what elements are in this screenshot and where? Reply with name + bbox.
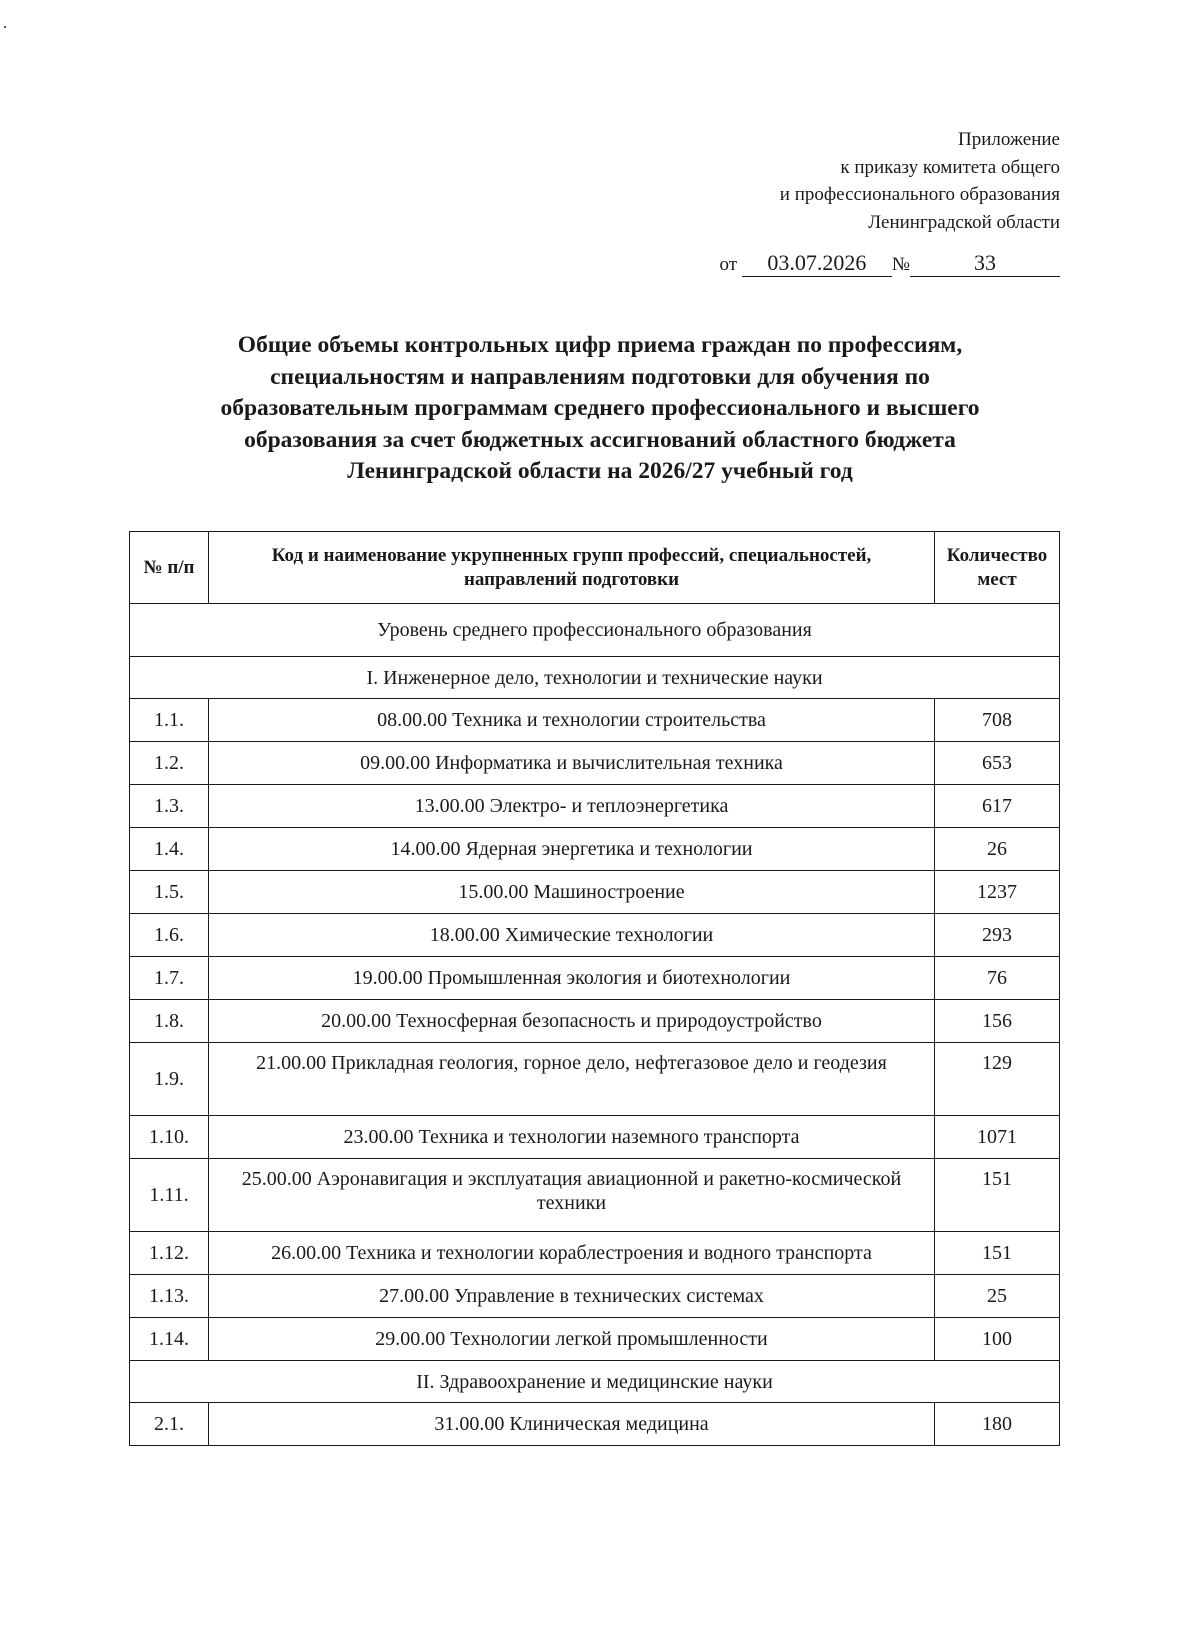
row-number: 1.1. xyxy=(130,699,209,742)
order-number-label: № xyxy=(891,254,910,275)
table-row xyxy=(130,957,1060,1000)
row-name: 18.00.00 Химические технологии xyxy=(209,914,935,957)
row-number: 1.7. xyxy=(130,957,209,1000)
table-row xyxy=(130,828,1060,871)
row-number: 1.5. xyxy=(130,871,209,914)
appendix-line: к приказу комитета общего xyxy=(840,156,1060,178)
table-header-row xyxy=(130,532,1060,604)
appendix-line: Приложение xyxy=(958,129,1060,150)
level-title: Уровень среднего профессионального образования xyxy=(130,604,1060,657)
appendix-line: и профессионального образования xyxy=(779,184,1060,205)
row-quantity: 76 xyxy=(935,957,1060,1000)
table-row xyxy=(130,1000,1060,1043)
row-number: 1.2. xyxy=(130,742,209,785)
row-quantity: 1071 xyxy=(935,1116,1060,1159)
level-row xyxy=(130,604,1060,657)
table-row xyxy=(130,1275,1060,1318)
title-line: Общие объемы контрольных цифр приема граждан по профессиям, xyxy=(237,332,963,358)
row-quantity: 653 xyxy=(935,742,1060,785)
appendix-header xyxy=(780,126,1060,236)
table-row xyxy=(130,1043,1060,1116)
row-number: 1.12. xyxy=(130,1232,209,1275)
row-name: 21.00.00 Прикладная геология, горное дело, нефтегазовое дело и геодезия xyxy=(209,1043,935,1116)
row-name: 09.00.00 Информатика и вычислительная техника xyxy=(209,742,935,785)
order-date: 03.07.2026 xyxy=(742,250,892,277)
group-title: I. Инженерное дело, технологии и технические науки xyxy=(130,657,1060,699)
table-row xyxy=(130,785,1060,828)
table-row xyxy=(130,914,1060,957)
title-line: специальностям и направлениям подготовки для обучения по xyxy=(270,363,930,390)
title-line: образования за счет бюджетных ассигнований областного бюджета xyxy=(244,426,956,453)
row-number: 1.3. xyxy=(130,785,209,828)
table-row xyxy=(130,871,1060,914)
scan-mark xyxy=(4,26,6,28)
row-number: 1.10. xyxy=(130,1116,209,1159)
row-number: 1.11. xyxy=(130,1159,209,1232)
table-row xyxy=(130,1159,1060,1232)
row-name: 27.00.00 Управление в технических системах xyxy=(209,1275,935,1318)
row-quantity: 25 xyxy=(935,1275,1060,1318)
group-row xyxy=(130,1361,1060,1403)
title-line: Ленинградской области на 2026/27 учебный год xyxy=(347,458,853,484)
appendix-line: Ленинградской области xyxy=(868,211,1060,233)
table-row xyxy=(130,1403,1060,1446)
row-quantity: 129 xyxy=(935,1043,1060,1116)
row-quantity: 151 xyxy=(935,1159,1060,1232)
header-quantity: Количество мест xyxy=(935,532,1060,604)
row-name: 13.00.00 Электро- и теплоэнергетика xyxy=(209,785,935,828)
row-quantity: 100 xyxy=(935,1318,1060,1361)
row-number: 2.1. xyxy=(130,1403,209,1446)
row-number: 1.14. xyxy=(130,1318,209,1361)
header-name: Код и наименование укрупненных групп профессий, специальностей, направлений подготовки xyxy=(209,532,935,604)
row-quantity: 293 xyxy=(935,914,1060,957)
row-number: 1.4. xyxy=(130,828,209,871)
table-row xyxy=(130,699,1060,742)
table-row xyxy=(130,1116,1060,1159)
row-name: 14.00.00 Ядерная энергетика и технологии xyxy=(209,828,935,871)
order-number: 33 xyxy=(910,250,1060,277)
row-name: 26.00.00 Техника и технологии кораблестроения и водного транспорта xyxy=(209,1232,935,1275)
order-reference xyxy=(720,250,1060,277)
row-quantity: 708 xyxy=(935,699,1060,742)
table-row xyxy=(130,1232,1060,1275)
row-quantity: 151 xyxy=(935,1232,1060,1275)
table-row xyxy=(130,742,1060,785)
row-number: 1.8. xyxy=(130,1000,209,1043)
row-name: 23.00.00 Техника и технологии наземного транспорта xyxy=(209,1116,935,1159)
row-quantity: 26 xyxy=(935,828,1060,871)
header-number: № п/п xyxy=(130,532,209,604)
row-name: 08.00.00 Техника и технологии строительства xyxy=(209,699,935,742)
row-number: 1.6. xyxy=(130,914,209,957)
admission-quota-table xyxy=(129,531,1060,1446)
row-number: 1.9. xyxy=(130,1043,209,1116)
row-number: 1.13. xyxy=(130,1275,209,1318)
table-row xyxy=(130,1318,1060,1361)
group-title: II. Здравоохранение и медицинские науки xyxy=(130,1361,1060,1403)
row-name: 19.00.00 Промышленная экология и биотехнологии xyxy=(209,957,935,1000)
group-row xyxy=(130,657,1060,699)
title-line: образовательным программам среднего профессионального и высшего xyxy=(220,395,980,421)
row-quantity: 617 xyxy=(935,785,1060,828)
document-title xyxy=(150,330,1050,488)
row-quantity: 156 xyxy=(935,1000,1060,1043)
row-name: 29.00.00 Технологии легкой промышленности xyxy=(209,1318,935,1361)
row-quantity: 180 xyxy=(935,1403,1060,1446)
row-name: 20.00.00 Техносферная безопасность и природоустройство xyxy=(209,1000,935,1043)
row-name: 15.00.00 Машиностроение xyxy=(209,871,935,914)
row-name: 31.00.00 Клиническая медицина xyxy=(209,1403,935,1446)
row-quantity: 1237 xyxy=(935,871,1060,914)
order-from-label: от xyxy=(719,254,738,275)
row-name: 25.00.00 Аэронавигация и эксплуатация авиационной и ракетно-космической техники xyxy=(209,1159,935,1232)
